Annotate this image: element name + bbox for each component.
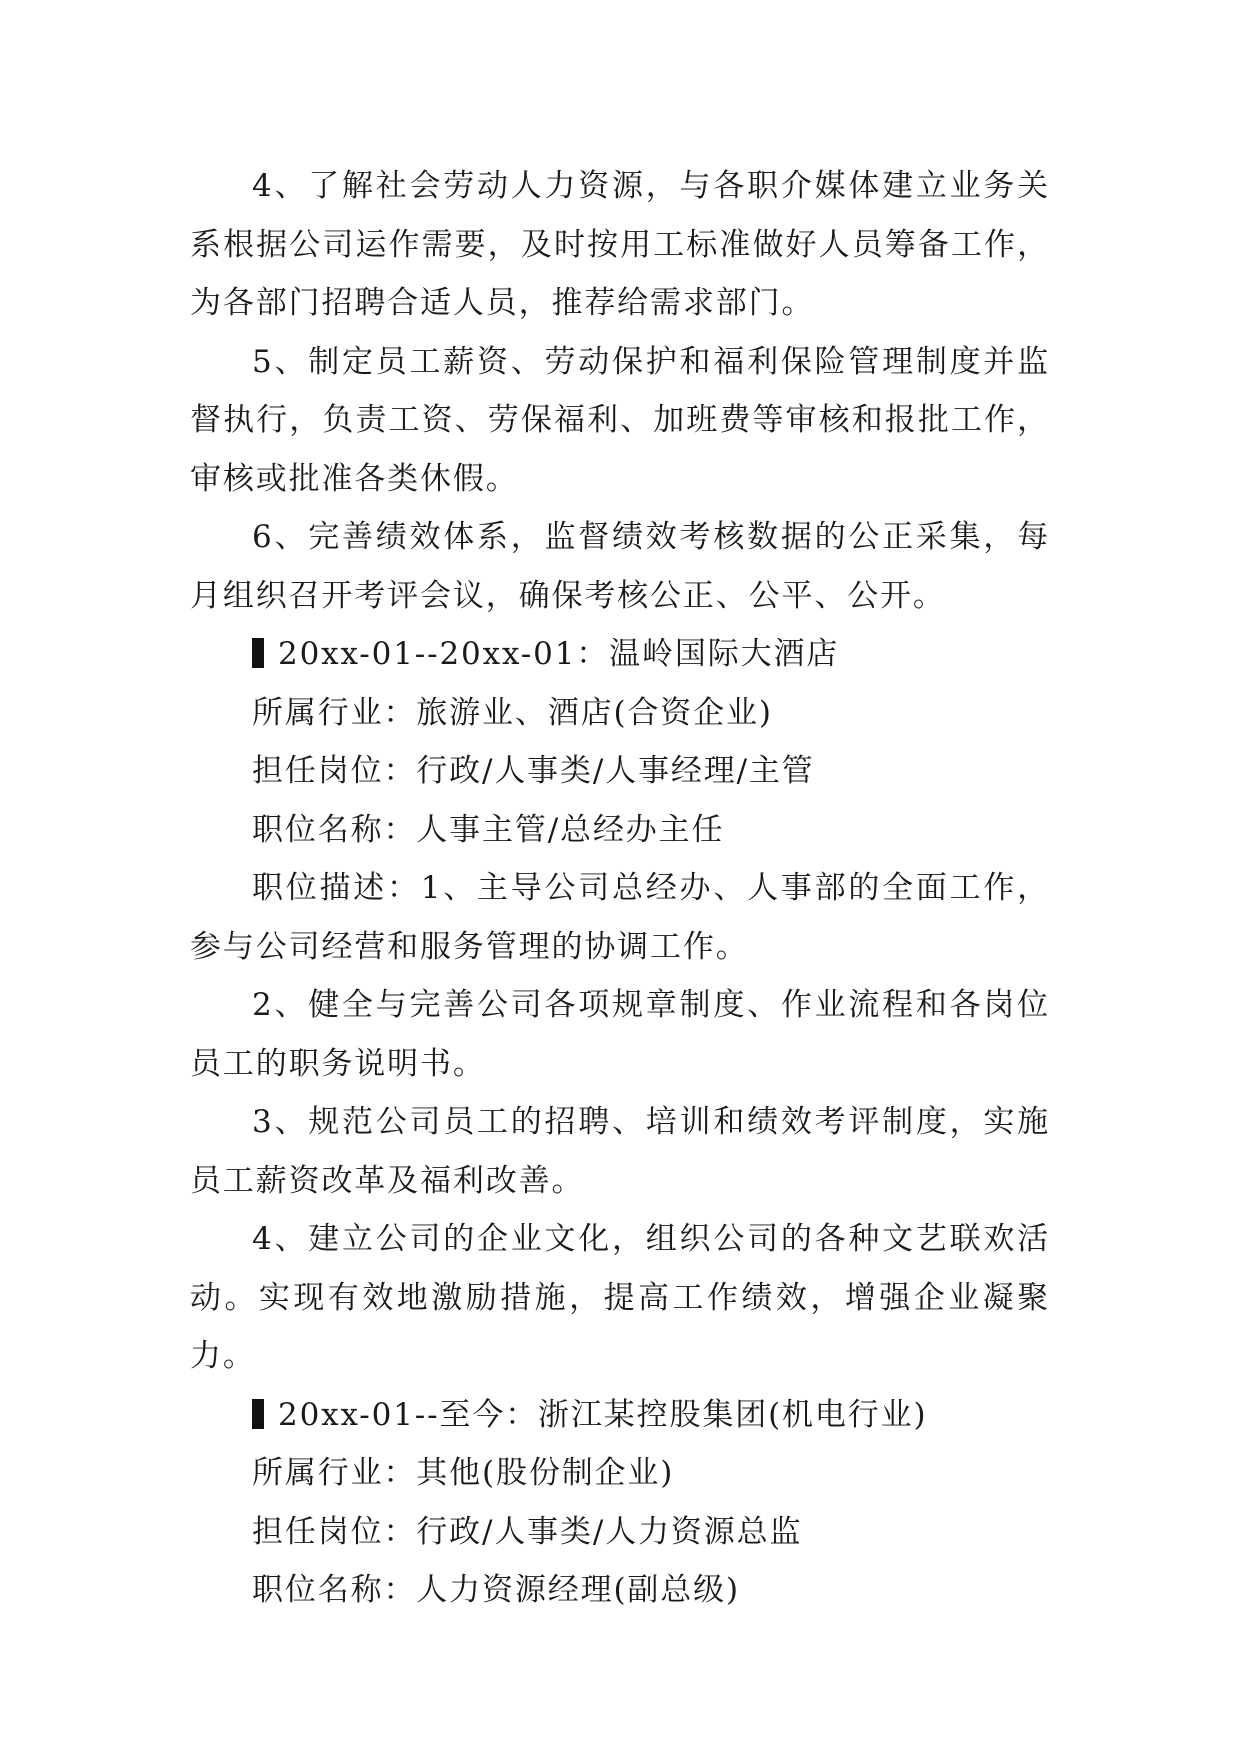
industry-line: 所属行业：旅游业、酒店(合资企业) <box>252 694 773 731</box>
job-title-line: 职位名称：人力资源经理(副总级) <box>252 1572 740 1608</box>
job-description-3: 3、规范公司员工的招聘、培训和绩效考评制度，实施员工薪资改革及福利改善。 <box>190 1104 1050 1199</box>
job-heading-text: 20xx-01--至今：浙江某控股集团(机电行业) <box>278 1396 928 1433</box>
paragraph-duty-5: 5、制定员工薪资、劳动保护和福利保险管理制度并监督执行，负责工资、劳保福利、加班费等审核和报批工作，审核或批准各类休假。 <box>190 343 1050 497</box>
position-line: 担任岗位：行政/人事类/人力资源总监 <box>252 1513 803 1550</box>
paragraph-duty-4: 4、了解社会劳动人力资源，与各职介媒体建立业务关系根据公司运作需要，及时按用工标准做好人员筹备工作，为各部门招聘合适人员，推荐给需求部门。 <box>190 168 1050 321</box>
paragraph-duty-6: 6、完善绩效体系，监督绩效考核数据的公正采集，每月组织召开考评会议，确保考核公正、公平、公开。 <box>190 519 1050 614</box>
position-line: 担任岗位：行政/人事类/人事经理/主管 <box>252 753 815 789</box>
industry-line: 所属行业：其他(股份制企业) <box>252 1455 675 1491</box>
job-description-1: 职位描述：1、主导公司总经办、人事部的全面工作，参与公司经营和服务管理的协调工作。 <box>190 870 1050 965</box>
job-heading-group <box>190 1386 1050 1445</box>
document-body <box>190 157 1050 1620</box>
job-description-4: 4、建立公司的企业文化，组织公司的各种文艺联欢活动。实现有效地激励措施，提高工作绩效，增强企业凝聚力。 <box>190 1221 1050 1374</box>
bullet-block-icon <box>252 638 264 668</box>
bullet-block-icon <box>252 1399 264 1429</box>
job-description-2: 2、健全与完善公司各项规章制度、作业流程和各岗位员工的职务说明书。 <box>190 987 1050 1082</box>
job-heading-hotel <box>190 625 1050 684</box>
job-heading-text: 20xx-01--20xx-01：温岭国际大酒店 <box>278 636 840 672</box>
job-title-line: 职位名称：人事主管/总经办主任 <box>252 811 725 848</box>
